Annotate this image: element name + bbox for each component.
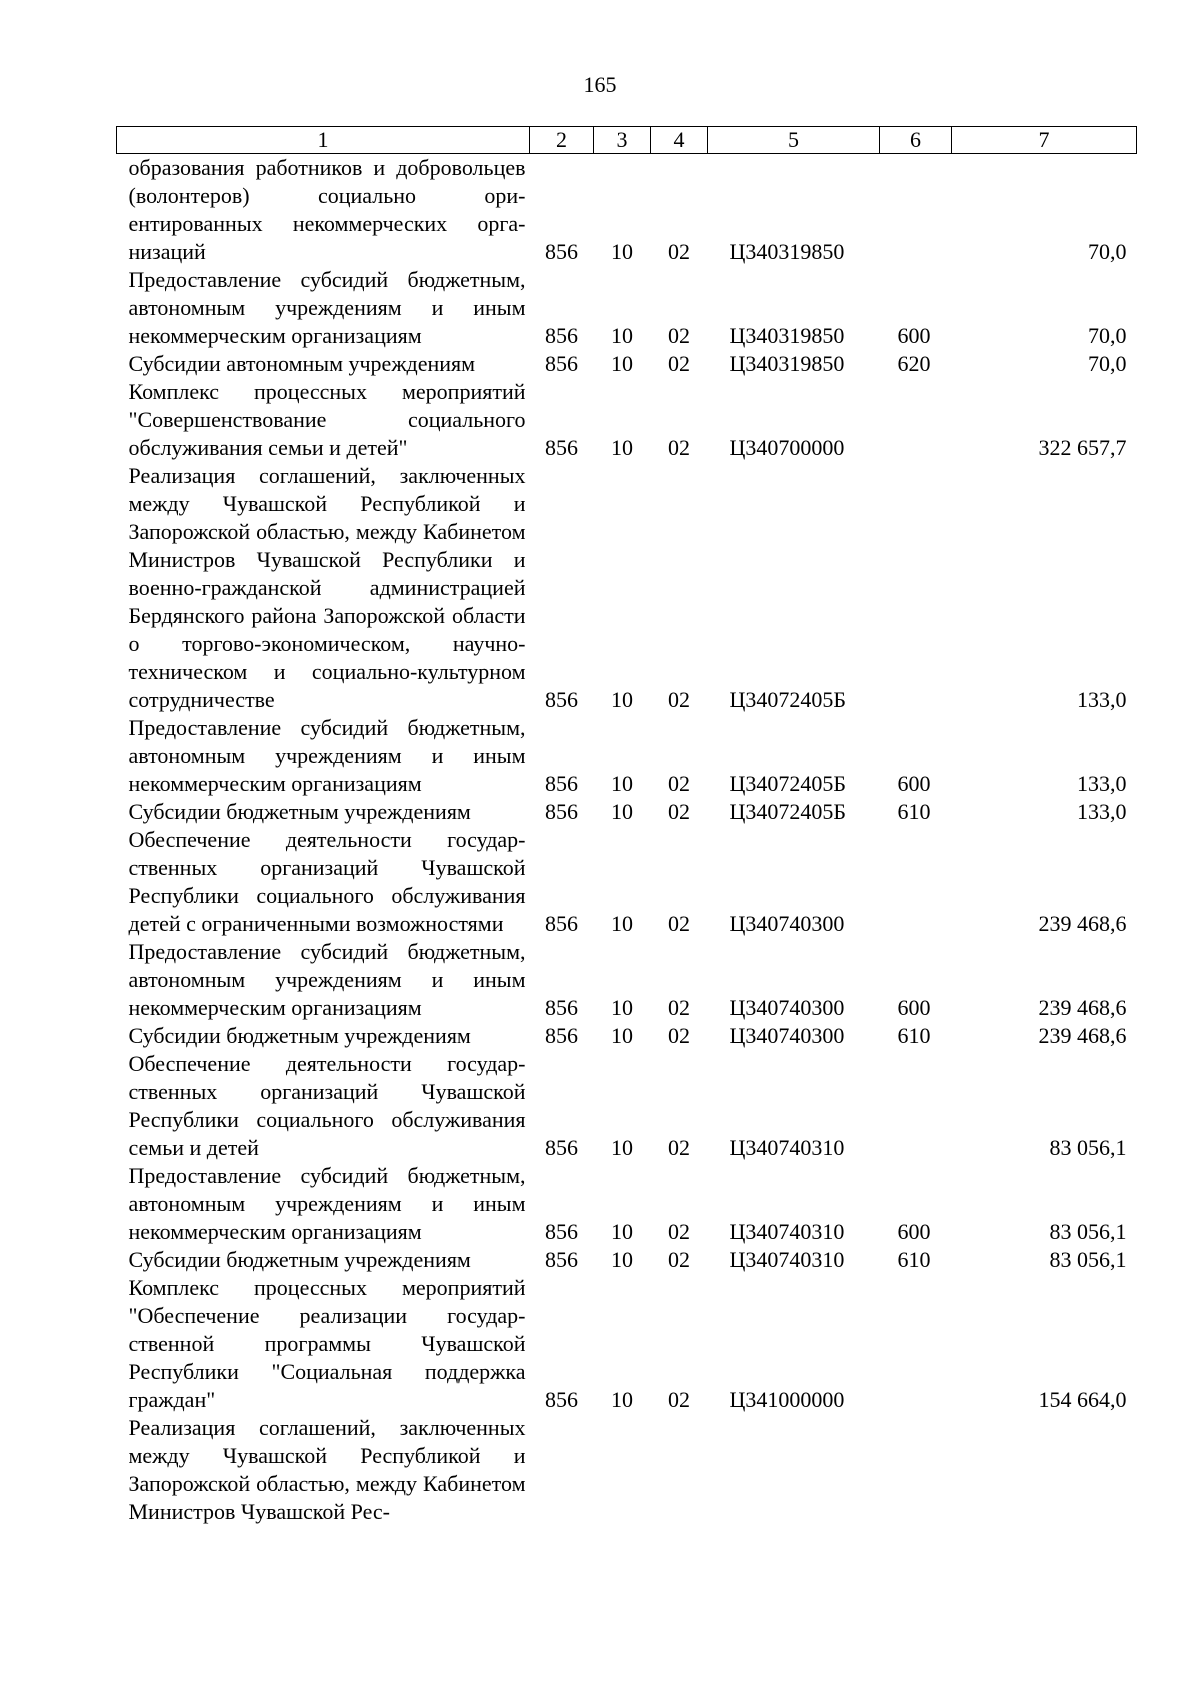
row-subsection-code: 02	[668, 239, 690, 264]
row-section-code: 10	[611, 1219, 633, 1244]
row-subsection-code: 02	[668, 1135, 690, 1160]
row-target-code: Ц34072405Б	[729, 771, 847, 796]
row-subsection-code	[651, 1414, 708, 1526]
row-expense-type: 610	[897, 1023, 931, 1048]
page-number: 165	[583, 72, 617, 97]
table-row	[117, 266, 1137, 350]
row-section-code: 10	[611, 687, 633, 712]
table-row	[117, 798, 1137, 826]
row-amount: 70,0	[1088, 323, 1127, 348]
row-subsection-code: 02	[668, 687, 690, 712]
row-target-code: Ц340319850	[729, 351, 845, 376]
header-row	[117, 127, 1137, 154]
row-expense-type: 610	[897, 799, 931, 824]
row-expense-type: 600	[897, 995, 931, 1020]
row-subsection-code: 02	[668, 995, 690, 1020]
row-expense-type	[880, 462, 952, 714]
row-name: Субсидии бюджетным учреждениям	[128, 1023, 471, 1048]
row-section-code: 10	[611, 911, 633, 936]
table-header	[117, 127, 1137, 154]
row-expense-type	[880, 826, 952, 938]
table-row	[117, 1414, 1137, 1526]
row-amount: 239 468,6	[1038, 1023, 1127, 1048]
row-target-code	[708, 1414, 880, 1526]
row-name: Предоставление субсидий бюджетным, автономным учреждениям и иным некоммерческим организациям	[128, 939, 526, 1020]
row-target-code: Ц340319850	[729, 239, 845, 264]
table-row	[117, 154, 1137, 267]
row-ministry-code	[530, 1414, 594, 1526]
row-amount: 83 056,1	[1049, 1247, 1127, 1272]
header-col-7: 7	[952, 127, 1137, 154]
row-ministry-code: 856	[545, 239, 578, 264]
row-subsection-code: 02	[668, 435, 690, 460]
row-amount: 322 657,7	[1038, 435, 1127, 460]
row-section-code: 10	[611, 1247, 633, 1272]
row-amount: 133,0	[1077, 687, 1127, 712]
row-target-code: Ц340740300	[729, 911, 845, 936]
header-col-5: 5	[708, 127, 880, 154]
row-name: Комплекс процессных мероприятий "Совершенствование социального обслуживания семьи и детей"	[128, 379, 526, 460]
row-ministry-code: 856	[545, 1135, 578, 1160]
row-section-code: 10	[611, 435, 633, 460]
row-subsection-code: 02	[668, 1387, 690, 1412]
header-col-6: 6	[880, 127, 952, 154]
row-subsection-code: 02	[668, 911, 690, 936]
table-row	[117, 350, 1137, 378]
row-section-code: 10	[611, 239, 633, 264]
row-ministry-code: 856	[545, 1023, 578, 1048]
row-name: Субсидии автономным учреждениям	[128, 351, 476, 376]
row-target-code: Ц34072405Б	[729, 687, 847, 712]
row-amount: 239 468,6	[1038, 911, 1127, 936]
row-ministry-code: 856	[545, 771, 578, 796]
row-subsection-code: 02	[668, 323, 690, 348]
row-target-code: Ц340319850	[729, 323, 845, 348]
header-col-3: 3	[594, 127, 651, 154]
row-expense-type: 620	[897, 351, 931, 376]
table-row	[117, 1246, 1137, 1274]
row-expense-type	[880, 1050, 952, 1162]
row-expense-type: 600	[897, 771, 931, 796]
row-target-code: Ц340740310	[729, 1135, 845, 1160]
row-ministry-code: 856	[545, 351, 578, 376]
header-col-1: 1	[117, 127, 530, 154]
row-amount: 239 468,6	[1038, 995, 1127, 1020]
row-section-code	[594, 1414, 651, 1526]
row-expense-type: 600	[897, 1219, 931, 1244]
row-section-code: 10	[611, 1387, 633, 1412]
row-amount: 70,0	[1088, 239, 1127, 264]
row-name: Реализация соглашений, заключенных между Чувашской Республикой и Запорожской областью, между Кабинетом Министров Чувашской Рес-	[128, 1415, 526, 1524]
table-row	[117, 462, 1137, 714]
row-expense-type: 610	[897, 1247, 931, 1272]
row-amount	[952, 1414, 1137, 1526]
row-expense-type	[880, 378, 952, 462]
row-name: Субсидии бюджетным учреждениям	[128, 1247, 471, 1272]
row-ministry-code: 856	[545, 995, 578, 1020]
table-row	[117, 938, 1137, 1022]
row-amount: 70,0	[1088, 351, 1127, 376]
table-row	[117, 1162, 1137, 1246]
row-name: Комплекс процессных мероприятий "Обеспечение реализации государственной программы Чувашской Республики "Социальная поддержка граждан"	[128, 1275, 526, 1412]
row-target-code: Ц34072405Б	[729, 799, 847, 824]
row-subsection-code: 02	[668, 1023, 690, 1048]
row-amount: 133,0	[1077, 799, 1127, 824]
table-row	[117, 1050, 1137, 1162]
row-expense-type: 600	[897, 323, 931, 348]
row-section-code: 10	[611, 1023, 633, 1048]
table-row	[117, 1274, 1137, 1414]
row-target-code: Ц340740300	[729, 1023, 845, 1048]
row-name: Реализация соглашений, заключенных между Чувашской Республикой и Запорожской областью, между Кабинетом Министров Чувашской Республики и военно-гражданской администрацией Бердянского района Запорожской области о торгово-экономическом, научно-техническом и социально-культурном сотрудничестве	[128, 463, 526, 712]
row-name: Субсидии бюджетным учреждениям	[128, 799, 471, 824]
row-target-code: Ц340740310	[729, 1219, 845, 1244]
row-subsection-code: 02	[668, 351, 690, 376]
row-amount: 154 664,0	[1038, 1387, 1127, 1412]
row-name: образования работников и добровольцев (волонтеров) социально ориентированных некоммерческих организаций	[128, 155, 526, 264]
row-name: Обеспечение деятельности государственных организаций Чувашской Республики социального обслуживания детей с ограниченными возможностями	[128, 827, 526, 936]
row-ministry-code: 856	[545, 1247, 578, 1272]
table-row	[117, 826, 1137, 938]
row-expense-type	[880, 154, 952, 267]
header-col-4: 4	[651, 127, 708, 154]
row-target-code: Ц340700000	[729, 435, 845, 460]
row-target-code: Ц340740310	[729, 1247, 845, 1272]
row-amount: 83 056,1	[1049, 1219, 1127, 1244]
row-name: Предоставление субсидий бюджетным, автономным учреждениям и иным некоммерческим организациям	[128, 1163, 526, 1244]
row-section-code: 10	[611, 799, 633, 824]
row-target-code: Ц341000000	[729, 1387, 845, 1412]
table-body	[117, 154, 1137, 1527]
budget-table	[116, 126, 1137, 1526]
row-ministry-code: 856	[545, 323, 578, 348]
header-col-2: 2	[530, 127, 594, 154]
row-ministry-code: 856	[545, 687, 578, 712]
row-name: Предоставление субсидий бюджетным, автономным учреждениям и иным некоммерческим организациям	[128, 715, 526, 796]
table-row	[117, 378, 1137, 462]
row-target-code: Ц340740300	[729, 995, 845, 1020]
row-name: Обеспечение деятельности государственных организаций Чувашской Республики социального обслуживания семьи и детей	[128, 1051, 526, 1160]
row-expense-type	[880, 1414, 952, 1526]
row-subsection-code: 02	[668, 1219, 690, 1244]
row-subsection-code: 02	[668, 1247, 690, 1272]
row-amount: 133,0	[1077, 771, 1127, 796]
row-subsection-code: 02	[668, 771, 690, 796]
row-section-code: 10	[611, 351, 633, 376]
table-row	[117, 1022, 1137, 1050]
row-expense-type	[880, 1274, 952, 1414]
row-section-code: 10	[611, 1135, 633, 1160]
row-ministry-code: 856	[545, 435, 578, 460]
row-ministry-code: 856	[545, 799, 578, 824]
row-subsection-code: 02	[668, 799, 690, 824]
row-section-code: 10	[611, 323, 633, 348]
row-ministry-code: 856	[545, 911, 578, 936]
row-name: Предоставление субсидий бюджетным, автономным учреждениям и иным некоммерческим организациям	[128, 267, 526, 348]
row-ministry-code: 856	[545, 1219, 578, 1244]
row-amount: 83 056,1	[1049, 1135, 1127, 1160]
row-section-code: 10	[611, 771, 633, 796]
row-ministry-code: 856	[545, 1387, 578, 1412]
table-row	[117, 714, 1137, 798]
row-section-code: 10	[611, 995, 633, 1020]
